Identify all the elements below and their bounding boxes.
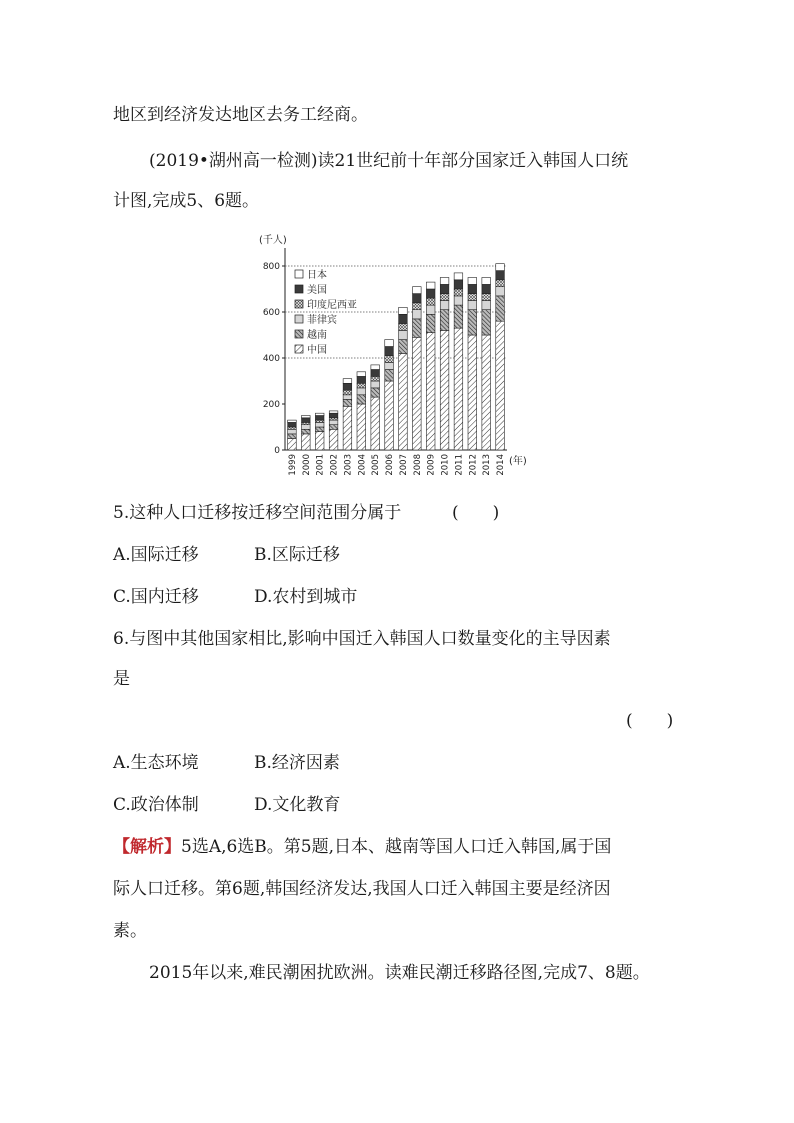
- bar-segment: [385, 381, 394, 450]
- next-intro: 2015年以来,难民潮困扰欧洲。读难民潮迁移路径图,完成7、8题。: [149, 963, 650, 983]
- x-tick-label: 2014: [496, 454, 507, 476]
- bar-segment: [371, 397, 380, 450]
- q6-option-a[interactable]: A.生态环境: [113, 753, 199, 773]
- legend-label: 印度尼西亚: [307, 300, 357, 311]
- bar-segment: [385, 363, 394, 370]
- bar-segment: [440, 278, 449, 285]
- q6-stem-line1: 6.与图中其他国家相比,影响中国迁入韩国人口数量变化的主导因素: [113, 629, 611, 649]
- q6-option-c[interactable]: C.政治体制: [113, 795, 199, 815]
- x-tick-label: 2003: [343, 454, 354, 476]
- legend-label: 日本: [307, 270, 327, 281]
- bar-segment: [302, 434, 311, 450]
- legend-swatch: [295, 285, 303, 293]
- bar-segment: [426, 305, 435, 314]
- bar-segment: [426, 282, 435, 289]
- bar-segment: [496, 321, 505, 450]
- bar-segment: [468, 284, 477, 293]
- bar-segment: [399, 353, 408, 450]
- analysis-line1: [113, 836, 611, 858]
- bar-segment: [496, 271, 505, 280]
- bar-segment: [468, 301, 477, 310]
- bar-segment: [426, 289, 435, 298]
- bar-segment: [371, 381, 380, 388]
- y-tick-label: 0: [274, 446, 280, 456]
- bar-segment: [496, 264, 505, 271]
- bar-segment: [385, 356, 394, 363]
- bar-segment: [315, 420, 324, 422]
- legend-swatch: [295, 315, 303, 323]
- legend-label: 美国: [307, 285, 327, 296]
- bar-segment: [343, 383, 352, 390]
- x-tick-label: 2002: [329, 454, 340, 476]
- question-intro-line2: 计图,完成5、6题。: [113, 191, 260, 211]
- bar-segment: [343, 399, 352, 406]
- bar-segment: [315, 432, 324, 450]
- x-tick-label: 2013: [482, 454, 493, 476]
- bar-segment: [371, 388, 380, 397]
- bar-segment: [385, 370, 394, 382]
- bar-segment: [288, 429, 297, 434]
- bar-segment: [399, 314, 408, 323]
- legend-swatch: [295, 330, 303, 338]
- bar-segment: [329, 411, 338, 413]
- bar-segment: [371, 370, 380, 377]
- bar-segment: [288, 422, 297, 427]
- bar-segment: [329, 413, 338, 418]
- question-intro-line1: (2019•湖州高一检测)读21世纪前十年部分国家迁入韩国人口统: [149, 151, 629, 171]
- bar-segment: [343, 390, 352, 395]
- x-tick-label: 2009: [426, 454, 437, 476]
- q6-option-d[interactable]: D.文化教育: [254, 795, 341, 815]
- x-tick-label: 1999: [287, 454, 298, 476]
- bar-segment: [288, 427, 297, 429]
- x-tick-label: 2004: [357, 454, 368, 476]
- legend-swatch: [295, 270, 303, 278]
- bar-segment: [302, 425, 311, 430]
- analysis-line2: 际人口迁移。第6题,韩国经济发达,我国人口迁入韩国主要是经济因: [113, 879, 611, 899]
- legend-swatch: [295, 345, 303, 353]
- bar-segment: [315, 416, 324, 421]
- x-tick-label: 2001: [315, 454, 326, 476]
- bar-segment: [357, 376, 366, 383]
- bar-segment: [302, 418, 311, 423]
- analysis-line3: 素。: [113, 921, 147, 941]
- bar-segment: [399, 307, 408, 314]
- bar-segment: [302, 422, 311, 424]
- bar-segment: [426, 333, 435, 450]
- bar-segment: [413, 303, 422, 310]
- bar-segment: [440, 310, 449, 331]
- bar-segment: [468, 294, 477, 301]
- bar-segment: [454, 289, 463, 296]
- bar-segment: [413, 319, 422, 337]
- y-axis-label: (千人): [259, 235, 287, 246]
- legend-label: 越南: [307, 330, 327, 341]
- bar-segment: [440, 294, 449, 301]
- bar-segment: [482, 278, 491, 285]
- bar-segment: [440, 284, 449, 293]
- bar-segment: [288, 439, 297, 451]
- q5-option-c[interactable]: C.国内迁移: [113, 587, 199, 607]
- bar-segment: [371, 365, 380, 370]
- q5-option-b[interactable]: B.区际迁移: [254, 545, 340, 565]
- q5-option-a[interactable]: A.国际迁移: [113, 545, 199, 565]
- bar-segment: [385, 340, 394, 347]
- legend-label: 中国: [307, 345, 327, 356]
- bar-segment: [302, 416, 311, 418]
- bar-segment: [413, 337, 422, 450]
- x-tick-label: 2005: [371, 454, 382, 476]
- bar-segment: [496, 280, 505, 287]
- analysis-tag: 【解析】: [113, 837, 181, 857]
- bar-segment: [413, 310, 422, 319]
- bar-segment: [357, 372, 366, 377]
- bar-segment: [357, 395, 366, 404]
- legend-swatch: [295, 300, 303, 308]
- q6-option-b[interactable]: B.经济因素: [254, 753, 340, 773]
- bar-segment: [454, 305, 463, 328]
- bar-segment: [399, 340, 408, 354]
- bar-segment: [426, 298, 435, 305]
- bar-segment: [482, 310, 491, 335]
- bar-segment: [413, 287, 422, 294]
- bar-segment: [482, 335, 491, 450]
- bar-segment: [440, 330, 449, 450]
- legend-label: 菲律宾: [307, 315, 337, 326]
- bar-segment: [454, 328, 463, 450]
- bar-segment: [496, 287, 505, 296]
- bar-segment: [385, 347, 394, 356]
- bar-segment: [413, 294, 422, 303]
- bar-segment: [315, 422, 324, 427]
- bar-segment: [329, 429, 338, 450]
- bar-segment: [357, 383, 366, 388]
- bar-segment: [468, 310, 477, 335]
- bar-segment: [288, 434, 297, 439]
- bar-segment: [496, 296, 505, 321]
- bar-segment: [343, 379, 352, 384]
- analysis-text-line1: 5选A,6选B。第5题,日本、越南等国人口迁入韩国,属于国: [181, 837, 612, 857]
- bar-segment: [482, 284, 491, 293]
- y-tick-label: 800: [262, 262, 280, 272]
- x-tick-label: 2000: [301, 454, 312, 476]
- bar-segment: [399, 324, 408, 331]
- x-tick-label: 2007: [398, 454, 409, 476]
- bar-segment: [329, 420, 338, 425]
- bar-segment: [482, 294, 491, 301]
- y-tick-label: 400: [262, 354, 280, 364]
- bar-segment: [329, 425, 338, 430]
- bar-segment: [371, 376, 380, 381]
- bar-segment: [357, 404, 366, 450]
- bar-segment: [468, 278, 477, 285]
- x-axis-label: (年): [509, 456, 527, 467]
- bar-segment: [454, 273, 463, 280]
- bar-segment: [329, 418, 338, 420]
- x-tick-label: 2008: [412, 454, 423, 476]
- bar-segment: [357, 388, 366, 395]
- bar-segment: [440, 301, 449, 310]
- x-tick-label: 2006: [385, 454, 396, 476]
- y-tick-label: 600: [262, 308, 280, 318]
- x-tick-label: 2012: [468, 454, 479, 476]
- bar-segment: [343, 406, 352, 450]
- q6-stem-line2: 是: [113, 669, 130, 689]
- q5-answer-paren[interactable]: ( ): [452, 503, 500, 523]
- bar-segment: [315, 413, 324, 415]
- bar-segment: [315, 427, 324, 432]
- korea-immigration-chart: [255, 228, 555, 478]
- bar-segment: [468, 335, 477, 450]
- bar-segment: [399, 330, 408, 339]
- bar-segment: [454, 280, 463, 289]
- bar-segment: [454, 296, 463, 305]
- bar-segment: [343, 395, 352, 400]
- x-tick-label: 2011: [454, 454, 465, 476]
- y-tick-label: 200: [262, 400, 280, 410]
- intro-tail: 地区到经济发达地区去务工经商。: [113, 105, 368, 125]
- q5-option-d[interactable]: D.农村到城市: [254, 587, 358, 607]
- q6-answer-paren[interactable]: ( ): [626, 711, 674, 731]
- x-tick-label: 2010: [440, 454, 451, 476]
- bar-segment: [482, 301, 491, 310]
- bar-segment: [288, 420, 297, 422]
- q5-stem: 5.这种人口迁移按迁移空间范围分属于: [113, 503, 402, 523]
- bar-segment: [426, 314, 435, 332]
- bar-segment: [302, 429, 311, 434]
